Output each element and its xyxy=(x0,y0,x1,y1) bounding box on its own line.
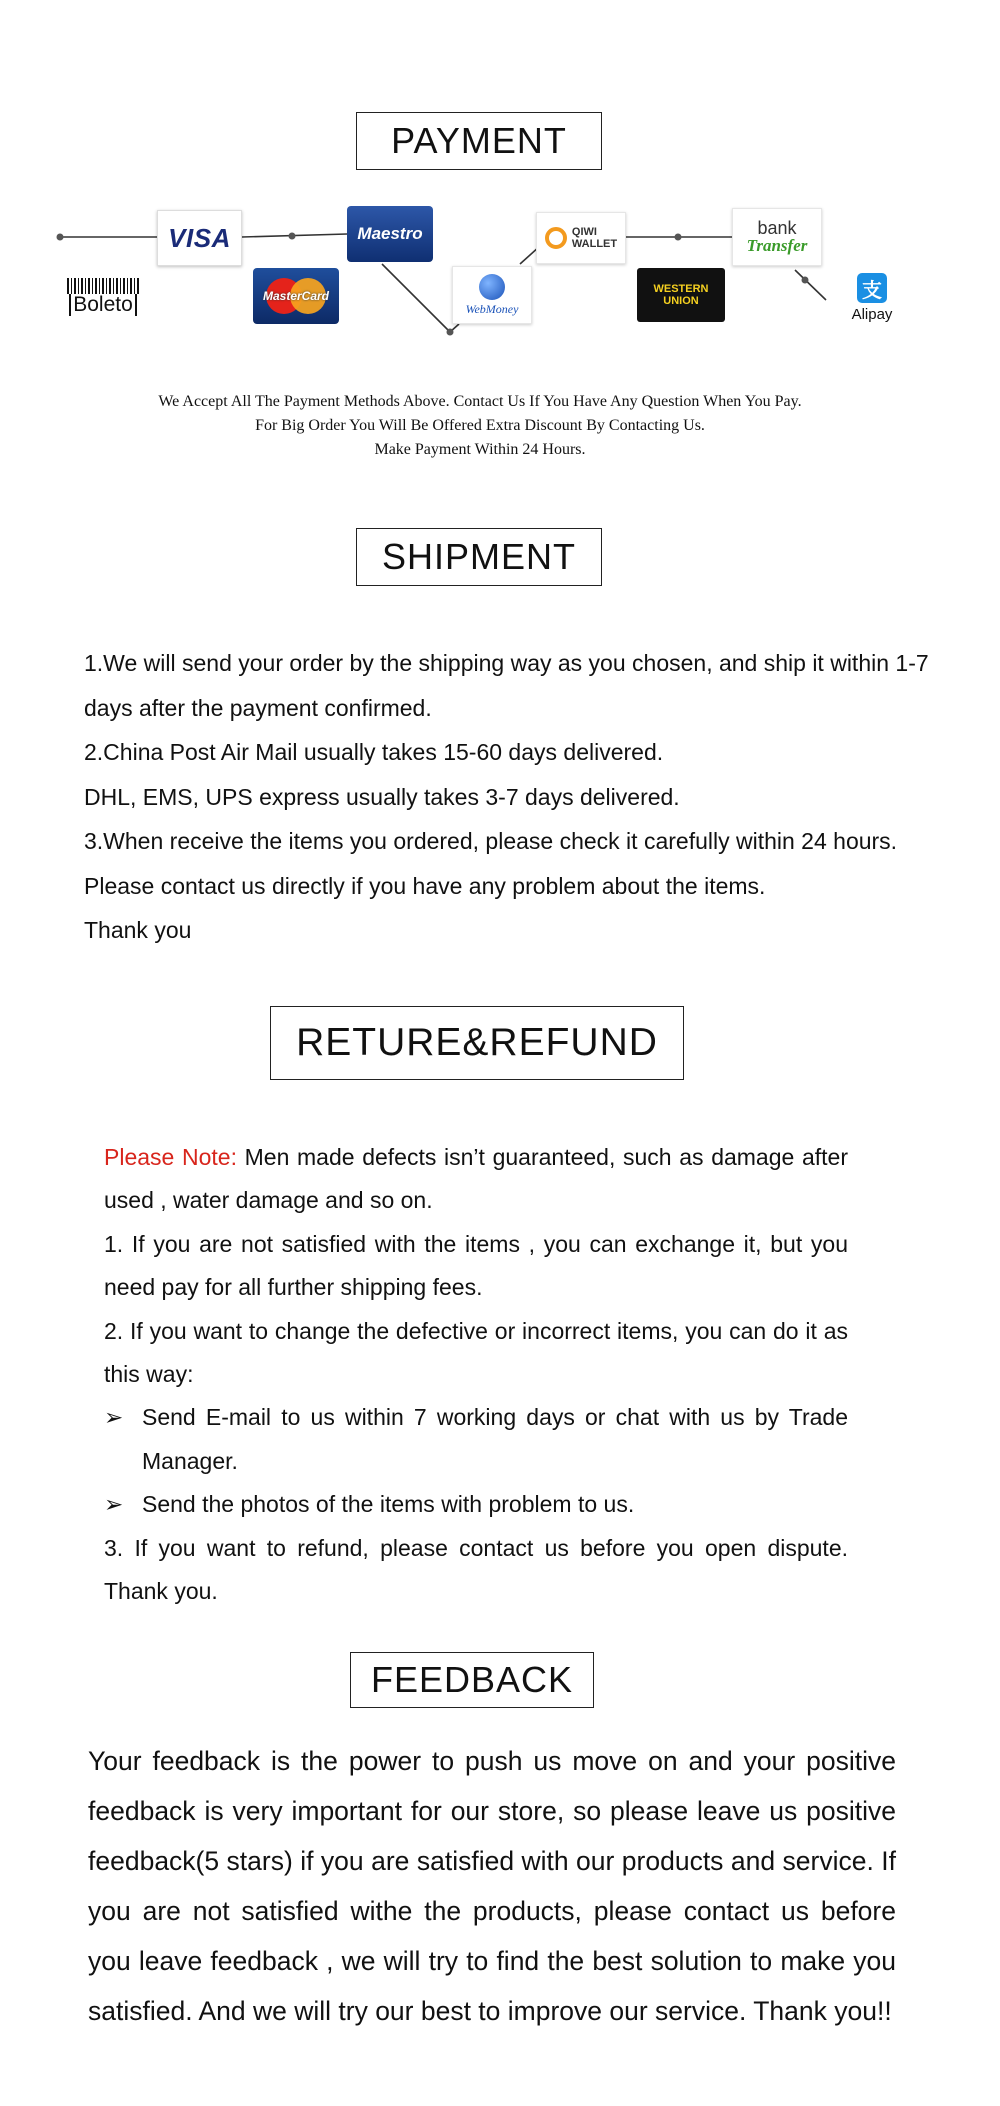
qiwi-ring-icon xyxy=(545,227,567,249)
feedback-body xyxy=(88,1736,896,2036)
boleto-label: Boleto xyxy=(69,294,137,316)
arrow-bullet-icon: ➢ xyxy=(104,1491,124,1518)
wallet-label: WALLET xyxy=(571,238,618,250)
qiwi-label: QIWI xyxy=(571,226,597,238)
shipment-body xyxy=(84,641,934,953)
boleto-logo xyxy=(62,274,144,320)
barcode-icon xyxy=(67,278,139,294)
refund-note xyxy=(104,1136,848,1223)
mastercard-logo xyxy=(253,268,339,324)
shipment-line: 2.China Post Air Mail usually takes 15-60 days delivered. xyxy=(84,739,664,765)
please-note-label: Please Note: xyxy=(104,1144,237,1170)
maestro-logo: Maestro xyxy=(347,206,433,262)
shipment-line: Thank you xyxy=(84,917,192,943)
alipay-icon: 支 xyxy=(857,273,887,303)
refund-bullet-1-text: Send E-mail to us within 7 working days or chat with us by Trade Manager. xyxy=(142,1404,848,1474)
payment-note-line: Make Payment Within 24 Hours. xyxy=(374,441,586,458)
payment-methods-panel xyxy=(0,190,1000,370)
feedback-heading: FEEDBACK xyxy=(350,1652,594,1708)
payment-note-line: For Big Order You Will Be Offered Extra Discount By Contacting Us. xyxy=(255,417,705,434)
webmoney-logo xyxy=(452,266,532,324)
transfer-label: Transfer xyxy=(746,236,808,255)
feedback-paragraph: Your feedback is the power to push us move on and your positive feedback is very important for our store, so please leave us positive feedback(5 stars) if you are satisfied with our products and service. If you are not satisfied withe the products, please contact us before you leave feedback , we will try to find the best solution to make you satisfied. And we will try our best to improve our service. Thank you!! xyxy=(88,1746,896,2026)
western-union-logo xyxy=(637,268,725,322)
payment-note-line: We Accept All The Payment Methods Above. Contact Us If You Have Any Question When You Pay. xyxy=(158,393,802,410)
union-label: UNION xyxy=(663,295,699,307)
payment-notes xyxy=(0,390,960,462)
western-label: WESTERN xyxy=(653,283,709,295)
webmoney-label: WebMoney xyxy=(465,301,519,316)
shipment-line: 3.When receive the items you ordered, please check it carefully within 24 hours. Please contact us directly if you have any problem about the items. xyxy=(84,828,898,899)
shipment-line: DHL, EMS, UPS express usually takes 3-7 days delivered. xyxy=(84,783,680,810)
refund-heading: RETURE&REFUND xyxy=(270,1006,684,1080)
refund-item-2: 2. If you want to change the defective or incorrect items, you can do it as this way: xyxy=(104,1317,848,1388)
refund-item-3: 3. If you want to refund, please contact us before you open dispute. Thank you. xyxy=(104,1534,848,1605)
mastercard-label: MasterCard xyxy=(262,289,330,303)
qiwi-wallet-logo xyxy=(536,212,626,264)
refund-bullet-1 xyxy=(104,1396,848,1483)
refund-bullet-2 xyxy=(104,1483,848,1526)
refund-body xyxy=(104,1136,848,1613)
refund-item-1: 1. If you are not satisfied with the items , you can exchange it, but you need pay for all further shipping fees. xyxy=(104,1230,848,1301)
bank-transfer-logo xyxy=(732,208,822,266)
visa-logo: VISA xyxy=(157,210,242,266)
alipay-label: Alipay xyxy=(851,306,893,323)
payment-heading: PAYMENT xyxy=(356,112,602,170)
globe-icon xyxy=(479,274,505,300)
alipay-logo xyxy=(840,270,904,326)
shipment-heading: SHIPMENT xyxy=(356,528,602,586)
refund-bullet-2-text: Send the photos of the items with problem to us. xyxy=(142,1491,635,1518)
shipment-line: 1.We will send your order by the shipping way as you chosen, and ship it within 1-7 days after the payment confirmed. xyxy=(84,650,929,721)
refund-note-text: Men made defects isn’t guaranteed, such as damage after used , water damage and so on. xyxy=(104,1144,848,1214)
arrow-bullet-icon: ➢ xyxy=(104,1404,124,1431)
bank-label: bank xyxy=(757,218,797,238)
